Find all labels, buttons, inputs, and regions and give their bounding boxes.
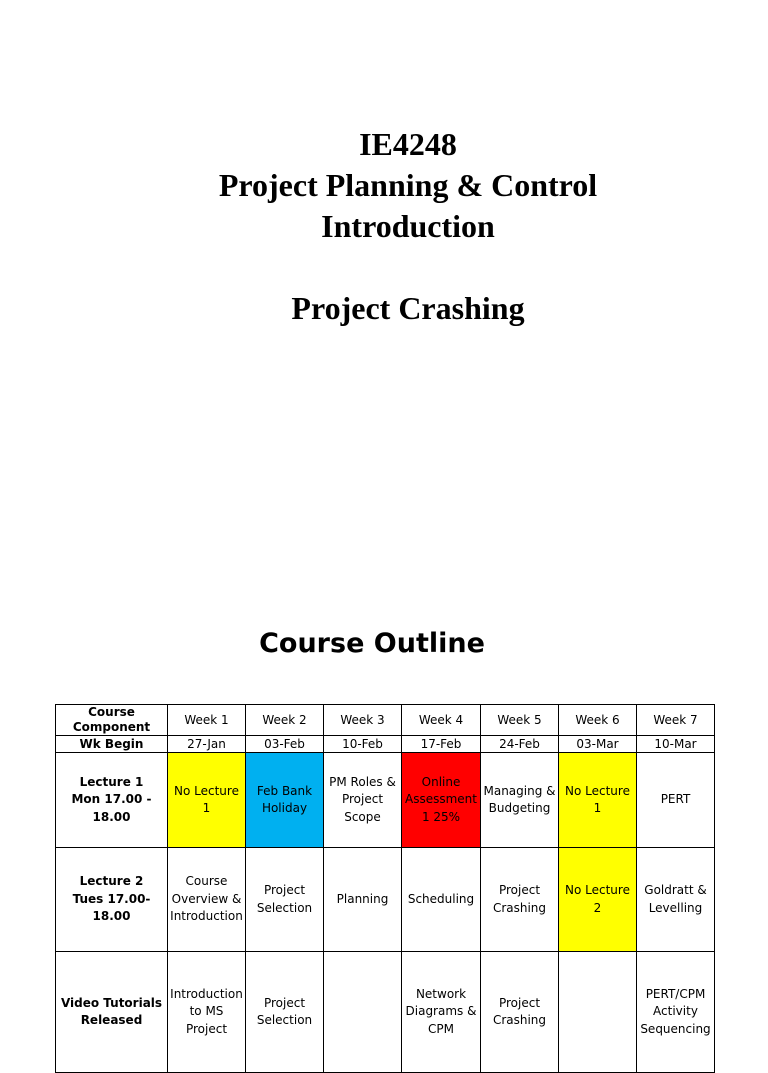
date-cell: 10-Feb <box>324 736 402 753</box>
schedule-cell: Scheduling <box>402 848 481 952</box>
date-cell: 24-Feb <box>481 736 559 753</box>
schedule-cell <box>324 952 402 1073</box>
wk-begin-row <box>56 736 715 753</box>
row-label <box>56 753 168 848</box>
schedule-cell: Course Overview & Introduction <box>168 848 246 952</box>
title-spacer <box>0 247 768 288</box>
header-cell: Week 2 <box>246 705 324 736</box>
course-outline-heading: Course Outline <box>259 628 485 659</box>
schedule-cell: PERT/CPM Activity Sequencing <box>637 952 715 1073</box>
row-label-time: Mon 17.00 - 18.00 <box>71 792 152 824</box>
lecture2-row <box>56 848 715 952</box>
header-cell: Week 5 <box>481 705 559 736</box>
video-tutorials-row <box>56 952 715 1073</box>
date-cell: 10-Mar <box>637 736 715 753</box>
header-cell: Week 6 <box>559 705 637 736</box>
row-label-time: Tues 17.00-18.00 <box>72 891 151 924</box>
row-label-title: Lecture 2 <box>79 874 144 889</box>
schedule-cell: Project Crashing <box>481 848 559 952</box>
lecture-topic: Project Crashing <box>291 290 525 326</box>
course-subtitle: Introduction <box>321 208 495 244</box>
schedule-cell: No Lecture 1 <box>168 753 246 848</box>
schedule-cell <box>559 952 637 1073</box>
row-label <box>56 952 168 1073</box>
schedule-cell: Network Diagrams & CPM <box>402 952 481 1073</box>
schedule-cell: PM Roles & Project Scope <box>324 753 402 848</box>
schedule-cell: Goldratt & Levelling <box>637 848 715 952</box>
row-label <box>56 848 168 952</box>
row-label: Wk Begin <box>56 736 168 753</box>
schedule-cell: Feb Bank Holiday <box>246 753 324 848</box>
header-cell: Week 1 <box>168 705 246 736</box>
course-code: IE4248 <box>359 126 457 162</box>
header-cell: Week 7 <box>637 705 715 736</box>
date-cell: 27-Jan <box>168 736 246 753</box>
schedule-cell: Online Assessment 1 25% <box>402 753 481 848</box>
schedule-cell: Managing & Budgeting <box>481 753 559 848</box>
header-cell: Week 4 <box>402 705 481 736</box>
schedule-cell: No Lecture 2 <box>559 848 637 952</box>
schedule-cell: PERT <box>637 753 715 848</box>
title-block <box>0 124 768 329</box>
date-cell: 03-Mar <box>559 736 637 753</box>
row-label-title: Lecture 1 <box>79 774 144 789</box>
date-cell: 03-Feb <box>246 736 324 753</box>
schedule-cell: No Lecture 1 <box>559 753 637 848</box>
row-label-title: Video Tutorials <box>60 995 163 1010</box>
schedule-cell: Project Selection <box>246 952 324 1073</box>
course-outline-table <box>55 704 715 1073</box>
row-label-sub: Released <box>80 1013 143 1027</box>
header-cell: Course Component <box>56 705 168 736</box>
schedule-cell: Project Selection <box>246 848 324 952</box>
date-cell: 17-Feb <box>402 736 481 753</box>
schedule-cell: Project Crashing <box>481 952 559 1073</box>
lecture1-row <box>56 753 715 848</box>
header-cell: Week 3 <box>324 705 402 736</box>
schedule-cell: Introduction to MS Project <box>168 952 246 1073</box>
course-name: Project Planning & Control <box>218 167 598 203</box>
table-header-row <box>56 705 715 736</box>
schedule-cell: Planning <box>324 848 402 952</box>
